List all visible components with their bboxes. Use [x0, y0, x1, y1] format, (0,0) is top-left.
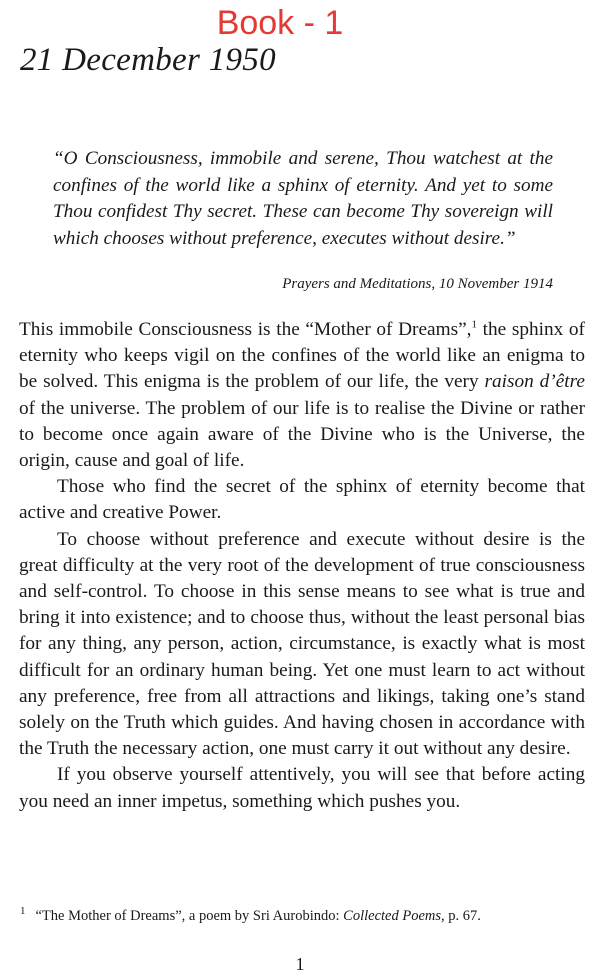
p1-italic-phrase: raison d’être — [484, 371, 585, 393]
footnote-italic-title: Collected Poems — [343, 908, 442, 924]
page-number: 1 — [295, 954, 305, 974]
footnote-text-start: “The Mother of Dreams”, a poem by Sri Aurobindo: — [35, 908, 344, 924]
p1-text-start: This immobile Consciousness is the “Mother of Dreams”, — [19, 319, 472, 340]
paragraph-2: Those who find the secret of the sphinx of eternity become that active and creative Power. — [19, 476, 585, 524]
footnote-text-end: , p. 67. — [441, 908, 481, 924]
body-text — [19, 317, 585, 815]
date-heading: 21 December 1950 — [20, 42, 276, 78]
footnote-marker: 1 — [20, 905, 26, 918]
footnote-ref: 1 — [471, 318, 477, 331]
paragraph-1 — [19, 317, 585, 474]
p1-text-end: of the universe. The problem of our life is to realise the Divine or rather to become once again aware of the Divine who is the Universe, the origin, cause and goal of life. — [19, 397, 585, 472]
book-label: Book - 1 — [216, 4, 344, 42]
paragraph-4: If you observe yourself attentively, you will see that before acting you need an inner impetus, something which pushes you. — [19, 764, 585, 812]
footnote — [20, 906, 586, 926]
epigraph-source: Prayers and Meditations, 10 November 1914 — [282, 276, 553, 292]
epigraph-quote: “O Consciousness, immobile and serene, Thou watchest at the confines of the world like a sphinx of eternity. And yet to some Thou confidest Thy secret. These can become Thy sovereign will which chooses without preference, executes without desire.” — [53, 148, 553, 249]
paragraph-3: To choose without preference and execute without desire is the great difficulty at the very root of the development of true consciousness and self-control. To choose in this sense means to see what is true and bring it into existence; and to choose thus, without the least personal bias for any thing, any person, action, circumstance, is exactly what is most difficult for an ordinary human being. Yet one must learn to act without any preference, free from all attractions and likings, taking one’s stand solely on the Truth which guides. And having chosen in accordance with the Truth the necessary action, one must carry it out without any desire. — [19, 528, 585, 760]
p1-text-middle: the sphinx of eternity who keeps vigil on the confines of the world like an enigma to be solved. This enigma is the problem of our life, the very — [19, 319, 585, 393]
